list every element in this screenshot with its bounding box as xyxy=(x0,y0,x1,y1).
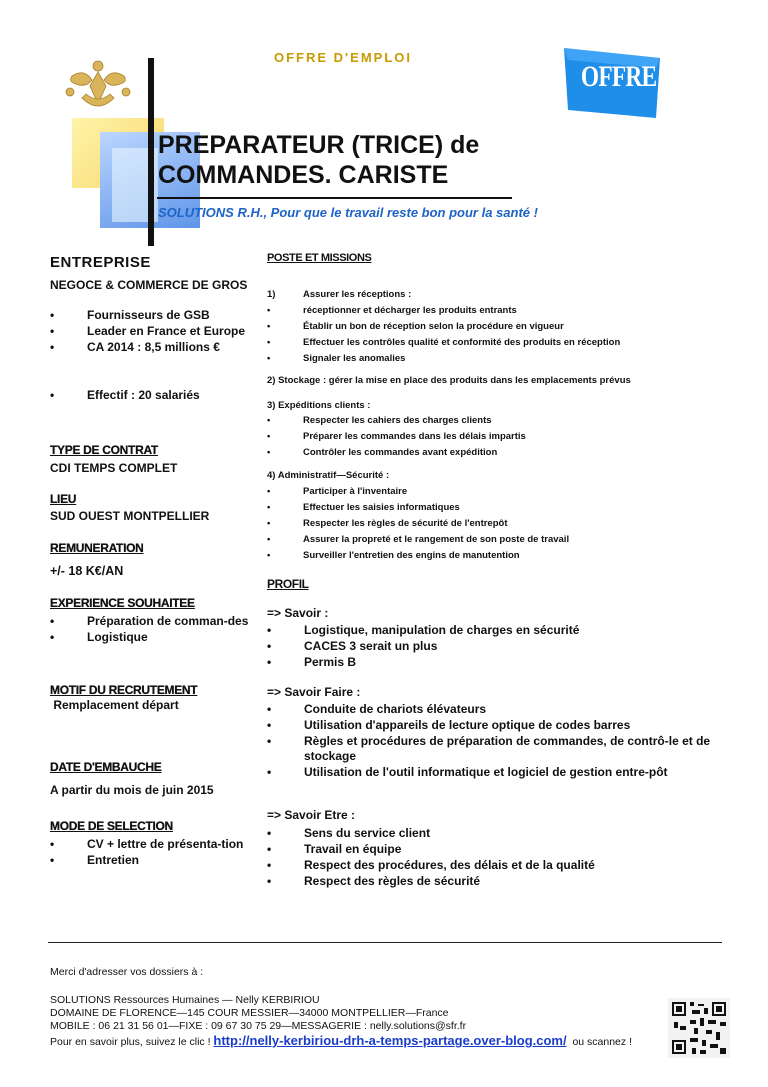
admin-list xyxy=(267,484,722,564)
entreprise-sector xyxy=(50,278,262,292)
remuneration-value: +/- 18 K€/AN xyxy=(50,564,124,578)
list-item: • Participer à l'inventaire xyxy=(267,484,722,500)
more-prefix: Pour en savoir plus, suivez le clic ! xyxy=(50,1036,214,1048)
embauche-value: A partir du mois de juin 2015 xyxy=(50,783,214,797)
title-line-2: COMMANDES. CARISTE xyxy=(158,161,449,189)
expeditions-list xyxy=(267,413,722,461)
list-item: • Respect des règles de sécurité xyxy=(267,874,722,889)
savoir-etre-label: => Savoir Etre : xyxy=(267,808,356,822)
crown-ornament-icon xyxy=(62,58,134,114)
list-item: • Fournisseurs de GSB xyxy=(50,308,262,322)
receptions-list xyxy=(267,303,722,367)
sector-text: NEGOCE & COMMERCE DE GROS xyxy=(50,278,248,292)
savoir-faire-label: => Savoir Faire : xyxy=(267,685,361,699)
stockage-text: 2) Stockage : gérer la mise en place des produits dans les emplacements prévus xyxy=(267,375,631,386)
admin-label: 4) Administratif—Sécurité : xyxy=(267,470,390,481)
footer-divider xyxy=(48,942,722,943)
list-item: • CA 2014 : 8,5 millions € xyxy=(50,340,262,354)
footer-intro: Merci d'adresser vos dossiers à : xyxy=(50,966,204,978)
motif-heading: MOTIF DU RECRUTEMENT xyxy=(50,683,198,697)
list-item: • Préparer les commandes dans les délais impartis xyxy=(267,429,722,445)
list-item: • Contrôler les commandes avant expédition xyxy=(267,445,722,461)
list-item: • CACES 3 serait un plus xyxy=(267,639,722,654)
offre-tag-label: OFFRE xyxy=(580,60,657,93)
list-item: • Logistique xyxy=(50,630,255,644)
tagline: SOLUTIONS R.H., Pour que le travail reste bon pour la santé ! xyxy=(158,205,538,220)
savoir-label: => Savoir : xyxy=(267,606,329,620)
selection-heading: MODE DE SELECTION xyxy=(50,819,173,833)
poste-heading: POSTE ET MISSIONS xyxy=(267,252,372,264)
page-title xyxy=(158,130,578,190)
list-item: • Logistique, manipulation de charges en sécurité xyxy=(267,623,722,638)
entreprise-heading: ENTREPRISE xyxy=(50,254,151,271)
motif-value: Remplacement départ xyxy=(50,698,179,712)
list-item: • Assurer la propreté et le rangement de son poste de travail xyxy=(267,532,722,548)
qr-code-icon[interactable] xyxy=(668,998,730,1058)
list-item: • réceptionner et décharger les produits entrants xyxy=(267,303,722,319)
expeditions-label: 3) Expéditions clients : xyxy=(267,400,371,411)
footer-contact: MOBILE : 06 21 31 56 01—FIXE : 09 67 30 75 29—MESSAGERIE : nelly.solutions@sfr.fr xyxy=(50,1020,467,1032)
savoir-faire-list xyxy=(267,701,722,781)
list-item: • Entretien xyxy=(50,853,255,867)
receptions-label: Assurer les réceptions : xyxy=(303,289,412,300)
list-item: • Établir un bon de réception selon la procédure en vigueur xyxy=(267,319,722,335)
embauche-heading: DATE D'EMBAUCHE xyxy=(50,760,162,774)
savoir-list xyxy=(267,622,722,671)
title-underline xyxy=(157,197,512,199)
footer-more xyxy=(50,1033,632,1048)
footer-company: SOLUTIONS Ressources Humaines — Nelly KERBIRIOU xyxy=(50,994,320,1006)
profil-heading: PROFIL xyxy=(267,577,309,591)
contrat-heading: TYPE DE CONTRAT xyxy=(50,443,158,457)
receptions-number: 1) xyxy=(267,289,276,300)
footer-address: DOMAINE DE FLORENCE—145 COUR MESSIER—34000 MONTPELLIER—France xyxy=(50,1007,449,1019)
list-item: • CV + lettre de présenta-tion xyxy=(50,837,255,851)
title-line-1: PREPARATEUR (TRICE) de xyxy=(158,131,480,159)
list-item: • Permis B xyxy=(267,655,722,670)
list-item: • Utilisation de l'outil informatique et logiciel de gestion entre-pôt xyxy=(267,765,722,780)
list-item: • Préparation de comman-des xyxy=(50,614,255,628)
experience-list xyxy=(50,612,255,646)
experience-heading: EXPERIENCE SOUHAITEE xyxy=(50,596,195,610)
lieu-value: SUD OUEST MONTPELLIER xyxy=(50,509,210,523)
list-item: • Conduite de chariots élévateurs xyxy=(267,702,722,717)
remuneration-heading: REMUNERATION xyxy=(50,541,144,555)
list-item: • Effectuer les saisies informatiques xyxy=(267,500,722,516)
list-item: • Respecter les cahiers des charges clients xyxy=(267,413,722,429)
contrat-value: CDI TEMPS COMPLET xyxy=(50,461,178,475)
list-item: • Sens du service client xyxy=(267,826,722,841)
list-item: • Utilisation d'appareils de lecture optique de codes barres xyxy=(267,718,722,733)
selection-list xyxy=(50,835,255,869)
list-item: • Signaler les anomalies xyxy=(267,351,722,367)
list-item: • Surveiller l'entretien des engins de manutention xyxy=(267,548,722,564)
entreprise-list xyxy=(50,306,262,356)
blog-link[interactable]: http://nelly-kerbiriou-drh-a-temps-partage.over-blog.com/ xyxy=(213,1033,567,1048)
list-item: • Effectif : 20 salariés xyxy=(50,388,262,402)
list-item: • Leader en France et Europe xyxy=(50,324,262,338)
list-item: • Respecter les règles de sécurité de l'entrepôt xyxy=(267,516,722,532)
receptions-header xyxy=(267,287,722,303)
lieu-heading: LIEU xyxy=(50,492,77,506)
list-item: • Travail en équipe xyxy=(267,842,722,857)
effectif-list xyxy=(50,386,262,404)
list-item: • Règles et procédures de préparation de commandes, de contrô-le et de stockage xyxy=(267,734,722,764)
list-item: • Respect des procédures, des délais et de la qualité xyxy=(267,858,722,873)
header-vertical-bar xyxy=(148,58,154,246)
savoir-etre-list xyxy=(267,825,722,890)
job-offer-banner: OFFRE D'EMPLOI xyxy=(274,50,412,65)
list-item: • Effectuer les contrôles qualité et conformité des produits en réception xyxy=(267,335,722,351)
more-suffix: ou scannez ! xyxy=(566,1036,632,1048)
